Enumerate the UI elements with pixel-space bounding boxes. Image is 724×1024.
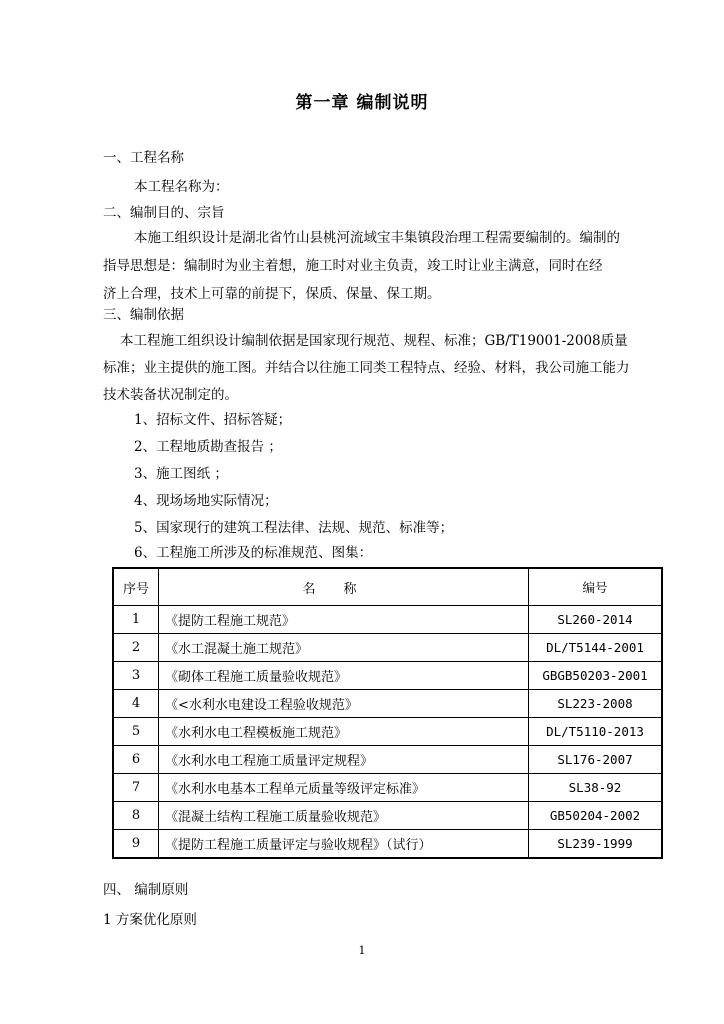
table-row — [113, 718, 662, 746]
basis-item-1: 1、招标文件、招标答疑； — [134, 412, 292, 428]
basis-item-4: 4、现场场地实际情况； — [134, 493, 278, 509]
row-no: 8 — [113, 802, 159, 830]
row-name: 《混凝土结构工程施工质量验收规范》 — [159, 802, 529, 830]
row-code: GB50204-2002 — [529, 802, 663, 830]
row-name: 《水利水电基本工程单元质量等级评定标准》 — [159, 774, 529, 802]
section-1-text: 本工程名称为： — [134, 179, 229, 195]
header-name: 名称 — [159, 568, 529, 606]
row-name: 《水利水电工程模板施工规范》 — [159, 718, 529, 746]
page-number: 1 — [358, 944, 366, 957]
header-no: 序号 — [113, 568, 159, 606]
section-2-line-2: 指导思想是：编制时为业主着想，施工时对业主负责，竣工时让业主满意，同时在经 — [103, 258, 603, 274]
row-code: GBGB50203-2001 — [529, 662, 663, 690]
section-2-line-3: 济上合理，技术上可靠的前提下，保质、保量、保工期。 — [103, 286, 441, 302]
basis-item-2: 2、工程地质勘查报告 ； — [134, 439, 282, 455]
basis-item-5: 5、国家现行的建筑工程法律、法规、规范、标准等； — [134, 520, 454, 536]
row-code: SL38-92 — [529, 774, 663, 802]
table-row — [113, 662, 662, 690]
table-header-row — [113, 568, 662, 606]
section-3-line-1: 本工程施工组织设计编制依据是国家现行规范、规程、标准；GB/T19001-2008质量 — [120, 333, 628, 349]
row-name: 《<水利水电建设工程验收规范》 — [159, 690, 529, 718]
table-row — [113, 802, 662, 830]
page-title: 第一章 编制说明 — [295, 93, 429, 113]
row-name: 《砌体工程施工质量验收规范》 — [159, 662, 529, 690]
row-code: SL239-1999 — [529, 830, 663, 859]
row-name: 《提防工程施工规范》 — [159, 606, 529, 634]
table-row — [113, 690, 662, 718]
section-4-heading: 四、 编制原则 — [103, 882, 189, 898]
row-no: 4 — [113, 690, 159, 718]
row-no: 1 — [113, 606, 159, 634]
standards-table — [112, 567, 663, 859]
row-code: SL223-2008 — [529, 690, 663, 718]
section-4-sub: 1 方案优化原则 — [103, 912, 197, 928]
row-no: 9 — [113, 830, 159, 859]
row-no: 2 — [113, 634, 159, 662]
table-row — [113, 746, 662, 774]
table-row — [113, 774, 662, 802]
row-code: DL/T5144-2001 — [529, 634, 663, 662]
row-code: DL/T5110-2013 — [529, 718, 663, 746]
section-3-heading: 三、编制依据 — [103, 307, 184, 323]
section-3-line-2: 标准；业主提供的施工图。并结合以往施工同类工程特点、经验、材料，我公司施工能力 — [103, 360, 630, 376]
row-code: SL176-2007 — [529, 746, 663, 774]
basis-item-3: 3、施工图纸 ； — [134, 466, 228, 482]
table-row — [113, 606, 662, 634]
row-no: 3 — [113, 662, 159, 690]
table-row — [113, 830, 662, 859]
row-no: 7 — [113, 774, 159, 802]
row-no: 5 — [113, 718, 159, 746]
row-code: SL260-2014 — [529, 606, 663, 634]
row-name: 《水工混凝土施工规范》 — [159, 634, 529, 662]
row-name: 《水利水电工程施工质量评定规程》 — [159, 746, 529, 774]
basis-item-6: 6、工程施工所涉及的标准规范、图集： — [134, 545, 373, 561]
table-row — [113, 634, 662, 662]
section-1-heading: 一、工程名称 — [103, 150, 184, 166]
section-2-line-1: 本施工组织设计是湖北省竹山县桃河流域宝丰集镇段治理工程需要编制的。编制的 — [134, 230, 620, 246]
section-3-line-3: 技术装备状况制定的。 — [103, 387, 238, 403]
row-name: 《提防工程施工质量评定与验收规程》（试行） — [159, 830, 529, 859]
section-2-heading: 二、编制目的、宗旨 — [103, 205, 225, 221]
header-code: 编号 — [529, 568, 663, 606]
row-no: 6 — [113, 746, 159, 774]
